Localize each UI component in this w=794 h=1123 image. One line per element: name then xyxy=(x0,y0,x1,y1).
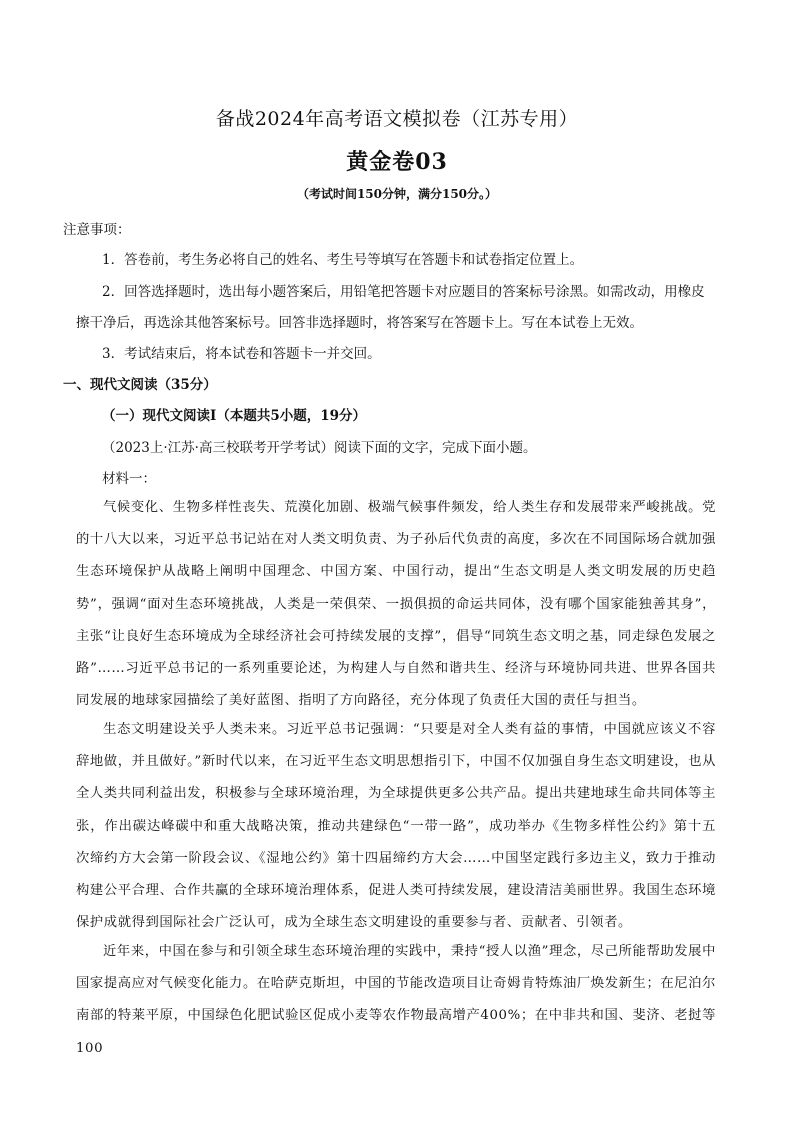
notice-item-2-line-2: 擦干净后，再选涂其他答案标号。回答非选择题时，将答案写在答题卡上。写在本试卷上无效。 xyxy=(76,315,643,331)
material-paragraph-2: 生态文明建设关乎人类未来。习近平总书记强调：“只要是对全人类有益的事情，中国就应该义不容辞地做，并且做好。”新时代以来，在习近平生态文明思想指引下，中国不仅加强自身生态文明建设，也从全人类共同利益出发，积极参与全球环境治理，为全球提供更多公共产品。提出共建地球生命共同体等主张，作出碳达峰碳中和重大战略决策，推动共建绿色“一带一路”，成功举办《生物多样性公约》第十五次缔约方大会第一阶段会议、《湿地公约》第十四届缔约方大会……中国坚定践行多边主义，致力于推动构建公平合理、合作共赢的全球环境治理体系，促进人类可持续发展，建设清洁美丽世界。我国生态环境保护成就得到国际社会广泛认可，成为全球生态文明建设的重要参与者、贡献者、引领者。 xyxy=(76,722,717,931)
exam-time-info: （考试时间150分钟，满分150分。） xyxy=(296,187,498,201)
notice-item-3: 3．考试结束后，将本试卷和答题卡一并交回。 xyxy=(102,346,381,362)
exam-title: 备战2024年高考语文模拟卷（江苏专用） xyxy=(215,108,579,130)
notice-item-2-line-1: 2．回答选择题时，选出每小题答案后，用铅笔把答题卡对应题目的答案标号涂黑。如需改动，用橡皮 xyxy=(102,284,705,300)
notice-item-1: 1．答卷前，考生务必将自己的姓名、考生号等填写在答题卡和试卷指定位置上。 xyxy=(102,252,584,268)
exam-subtitle: 黄金卷03 xyxy=(346,149,448,175)
material-paragraph-1: 气候变化、生物多样性丧失、荒漠化加剧、极端气候事件频发，给人类生存和发展带来严峻挑战。党的十八大以来，习近平总书记站在对人类文明负责、为子孙后代负责的高度，多次在不同国际场合就加强生态环境保护从战略上阐明中国理念、中国方案、中国行动，提出“生态文明是人类文明发展的历史趋势”，强调“面对生态环境挑战，人类是一荣俱荣、一损俱损的命运共同体，没有哪个国家能独善其身”，主张“让良好生态环境成为全球经济社会可持续发展的支撑”，倡导“同筑生态文明之基，同走绿色发展之路”……习近平总书记的一系列重要论述，为构建人与自然和谐共生、经济与环境协同共进、世界各国共同发展的地球家园描绘了美好蓝图、指明了方向路径，充分体现了负责任大国的责任与担当。 xyxy=(76,500,716,709)
section-sub-heading: （一）现代文阅读Ⅰ（本题共5小题，19分） xyxy=(102,408,366,424)
notice-heading: 注意事项： xyxy=(63,222,131,238)
section-heading: 一、现代文阅读（35分） xyxy=(63,377,217,393)
material-label: 材料一： xyxy=(102,471,156,487)
material-paragraph-3: 近年来，中国在参与和引领全球生态环境治理的实践中，秉持“授人以渔”理念，尽己所能帮助发展中国家提高应对气候变化能力。在哈萨克斯坦，中国的节能改造项目让奇姆肯特炼油厂焕发新生；在尼泊尔南部的特莱平原，中国绿色化肥试验区促成小麦等农作物最高增产400%；在中非共和国、斐济、老挝等100 xyxy=(76,944,716,1056)
question-source: （2023上·江苏·高三校联考开学考试）阅读下面的文字，完成下面小题。 xyxy=(102,440,537,456)
